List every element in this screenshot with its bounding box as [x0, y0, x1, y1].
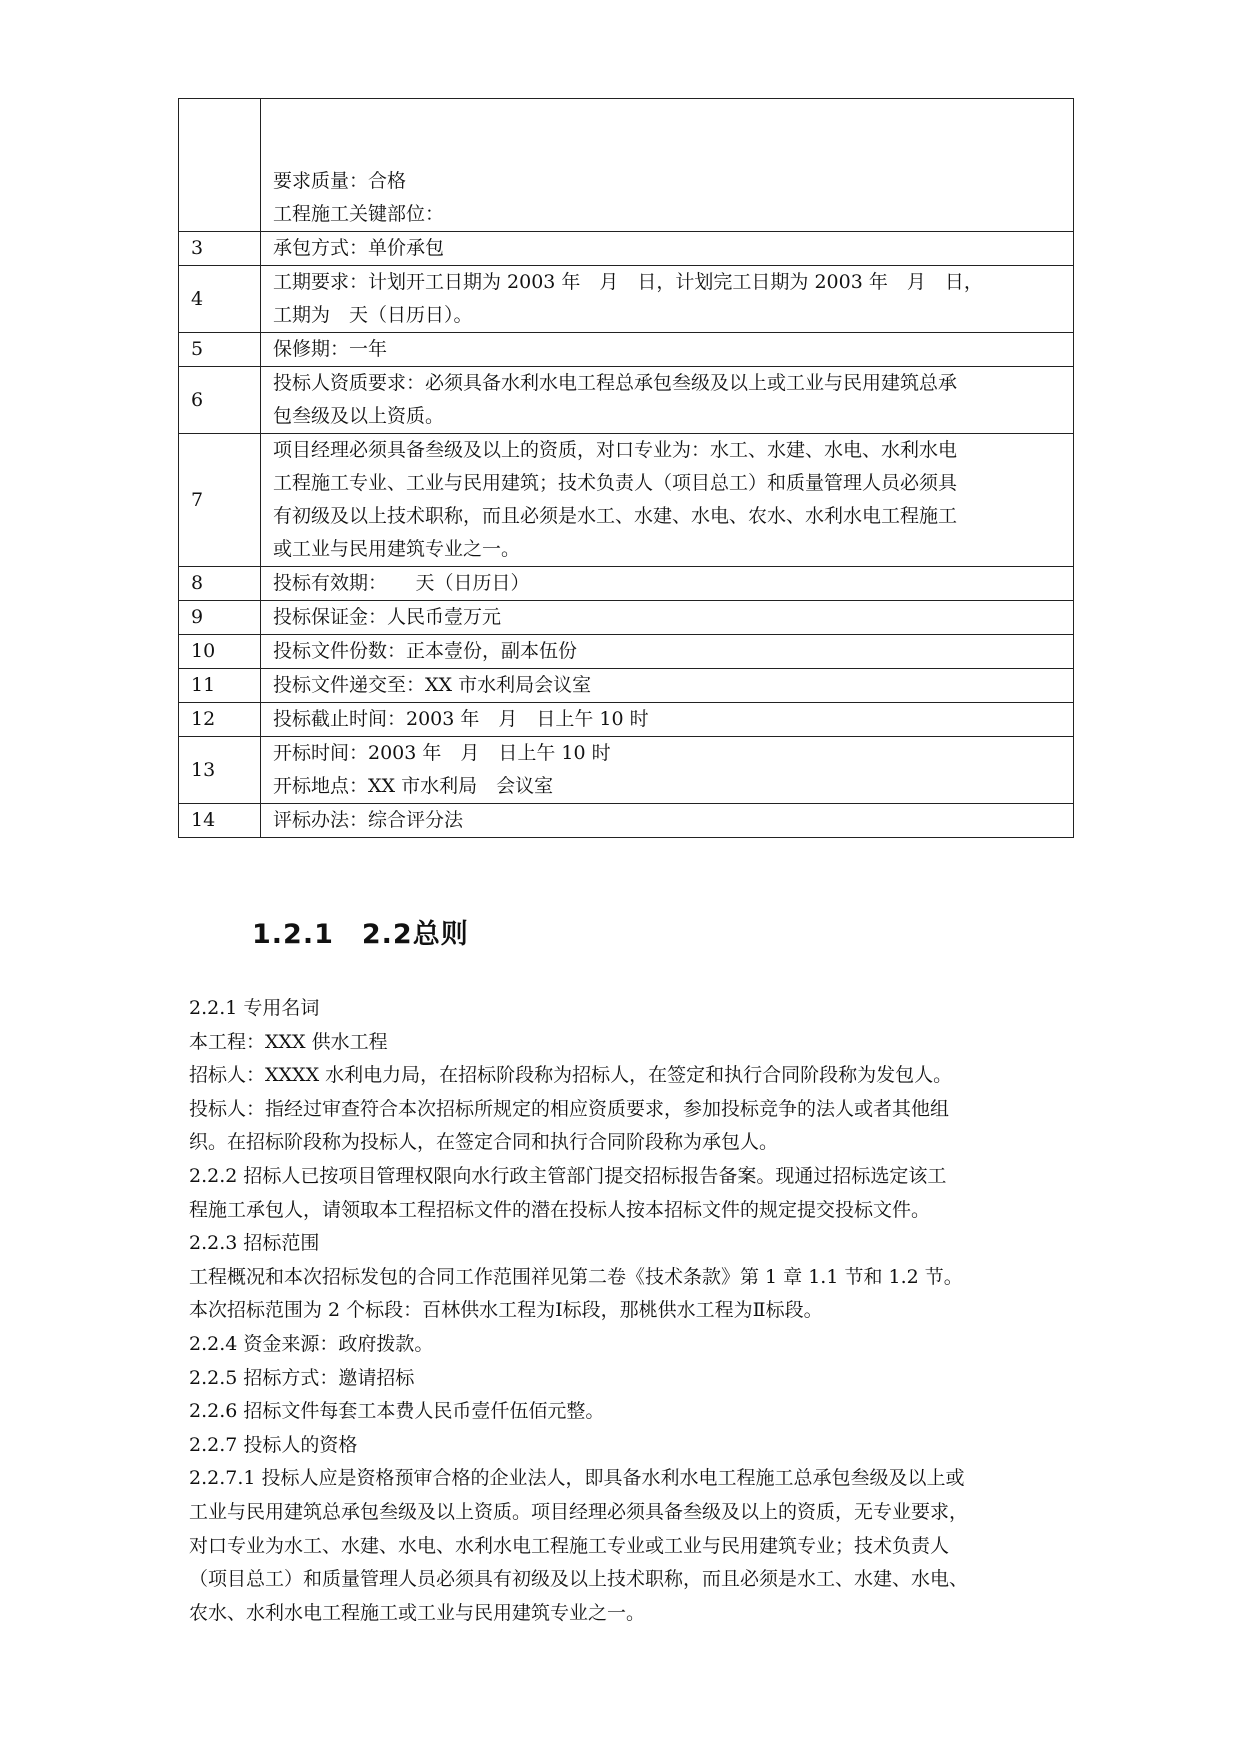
row-line: 开标时间：2003 年 月 日上午 10 时	[273, 742, 611, 764]
row-number: 5	[179, 333, 261, 367]
table-row	[179, 333, 1074, 367]
row-line: 或工业与民用建筑专业之一。	[273, 538, 521, 560]
row-content	[261, 804, 1074, 838]
row-number: 11	[179, 669, 261, 703]
row-number: 6	[179, 367, 261, 434]
row-line: 投标截止时间：2003 年 月 日上午 10 时	[273, 708, 649, 730]
row-line: 投标保证金：人民币壹万元	[273, 606, 502, 628]
row-content	[261, 601, 1074, 635]
paragraph-line: 投标人：指经过审查符合本次招标所规定的相应资质要求，参加投标竞争的法人或者其他组	[189, 1097, 950, 1120]
paragraph-line: 本次招标范围为 2 个标段：百林供水工程为Ⅰ标段，那桃供水工程为Ⅱ标段。	[189, 1299, 823, 1322]
row-number: 9	[179, 601, 261, 635]
paragraph-line: 本工程：XXX 供水工程	[189, 1030, 388, 1053]
paragraph-line: 2.2.7.1 投标人应是资格预审合格的企业法人，即具备水利水电工程施工总承包叁级及以上或	[189, 1467, 965, 1490]
row-line: 包叁级及以上资质。	[273, 405, 445, 427]
table-row	[179, 567, 1074, 601]
table-row	[179, 737, 1074, 804]
row-content	[261, 99, 1074, 232]
table-row	[179, 232, 1074, 266]
row-number: 4	[179, 266, 261, 333]
row-line: 投标人资质要求：必须具备水利水电工程总承包叁级及以上或工业与民用建筑总承	[273, 372, 958, 394]
row-content	[261, 703, 1074, 737]
row-line: 工程施工专业、工业与民用建筑；技术负责人（项目总工）和质量管理人员必须具	[273, 472, 958, 494]
row-line	[273, 99, 1063, 132]
row-number: 8	[179, 567, 261, 601]
row-content	[261, 434, 1074, 567]
row-line	[273, 132, 1063, 165]
section-heading: 1.2.1 2.2总则	[252, 919, 469, 950]
row-line: 工程施工关键部位：	[273, 203, 445, 225]
paragraph-line: 2.2.6 招标文件每套工本费人民币壹仟伍佰元整。	[189, 1400, 605, 1423]
paragraph-line: 2.2.7 投标人的资格	[189, 1433, 358, 1456]
table-row	[179, 804, 1074, 838]
table-row	[179, 434, 1074, 567]
table-row	[179, 266, 1074, 333]
paragraph-line: 2.2.1 专用名词	[189, 997, 320, 1019]
row-line: 要求质量：合格	[273, 170, 407, 192]
paragraph-line: 招标人：XXXX 水利电力局，在招标阶段称为招标人，在签定和执行合同阶段称为发包人。	[189, 1064, 953, 1087]
row-content	[261, 232, 1074, 266]
table-row	[179, 601, 1074, 635]
row-line: 有初级及以上技术职称，而且必须是水工、水建、水电、农水、水利水电工程施工	[273, 505, 958, 527]
paragraph-line: 2.2.3 招标范围	[189, 1232, 320, 1255]
row-content	[261, 635, 1074, 669]
paragraph-line: 2.2.5 招标方式：邀请招标	[189, 1366, 415, 1389]
row-content	[261, 333, 1074, 367]
row-line: 保修期：一年	[273, 338, 388, 360]
row-content	[261, 266, 1074, 333]
row-line: 投标文件份数：正本壹份，副本伍份	[273, 640, 578, 662]
row-number: 7	[179, 434, 261, 567]
row-number: 14	[179, 804, 261, 838]
table-row	[179, 703, 1074, 737]
row-line: 投标有效期： 天（日历日）	[273, 572, 530, 594]
paragraph-line: 织。在招标阶段称为投标人，在签定合同和执行合同阶段称为承包人。	[189, 1131, 779, 1154]
paragraph-line: 工业与民用建筑总承包叁级及以上资质。项目经理必须具备叁级及以上的资质，无专业要求，	[189, 1500, 969, 1523]
row-line: 开标地点：XX 市水利局 会议室	[273, 775, 554, 797]
table-row	[179, 669, 1074, 703]
row-line: 项目经理必须具备叁级及以上的资质，对口专业为：水工、水建、水电、水利水电	[273, 439, 958, 461]
row-number	[179, 99, 261, 232]
row-line: 承包方式：单价承包	[273, 237, 445, 259]
table-row	[179, 367, 1074, 434]
row-number: 13	[179, 737, 261, 804]
paragraph-line: 农水、水利水电工程施工或工业与民用建筑专业之一。	[189, 1601, 646, 1624]
paragraph-line: 工程概况和本次招标发包的合同工作范围祥见第二卷《技术条款》第 1 章 1.1 节和 1.2 节。	[189, 1265, 963, 1288]
section-body	[189, 992, 1069, 1630]
row-number: 3	[179, 232, 261, 266]
paragraph-line: 2.2.2 招标人已按项目管理权限向水行政主管部门提交招标报告备案。现通过招标选定该工	[189, 1164, 947, 1187]
row-number: 12	[179, 703, 261, 737]
row-content	[261, 669, 1074, 703]
row-line: 工期要求：计划开工日期为 2003 年 月 日，计划完工日期为 2003 年 月 日，	[273, 271, 983, 293]
row-line: 评标办法：综合评分法	[273, 809, 464, 831]
paragraph-line: 程施工承包人，请领取本工程招标文件的潜在投标人按本招标文件的规定提交投标文件。	[189, 1198, 931, 1221]
paragraph-line: 2.2.4 资金来源：政府拨款。	[189, 1332, 434, 1355]
row-content	[261, 367, 1074, 434]
paragraph-line: 对口专业为水工、水建、水电、水利水电工程施工专业或工业与民用建筑专业；技术负责人	[189, 1534, 950, 1557]
bid-info-table	[178, 98, 1074, 838]
table-row	[179, 635, 1074, 669]
row-line: 工期为 天（日历日）。	[273, 304, 473, 326]
table-row	[179, 99, 1074, 232]
row-content	[261, 737, 1074, 804]
row-number: 10	[179, 635, 261, 669]
paragraph-line: （项目总工）和质量管理人员必须具有初级及以上技术职称，而且必须是水工、水建、水电、	[189, 1568, 969, 1591]
row-line: 投标文件递交至：XX 市水利局会议室	[273, 674, 592, 696]
row-content	[261, 567, 1074, 601]
